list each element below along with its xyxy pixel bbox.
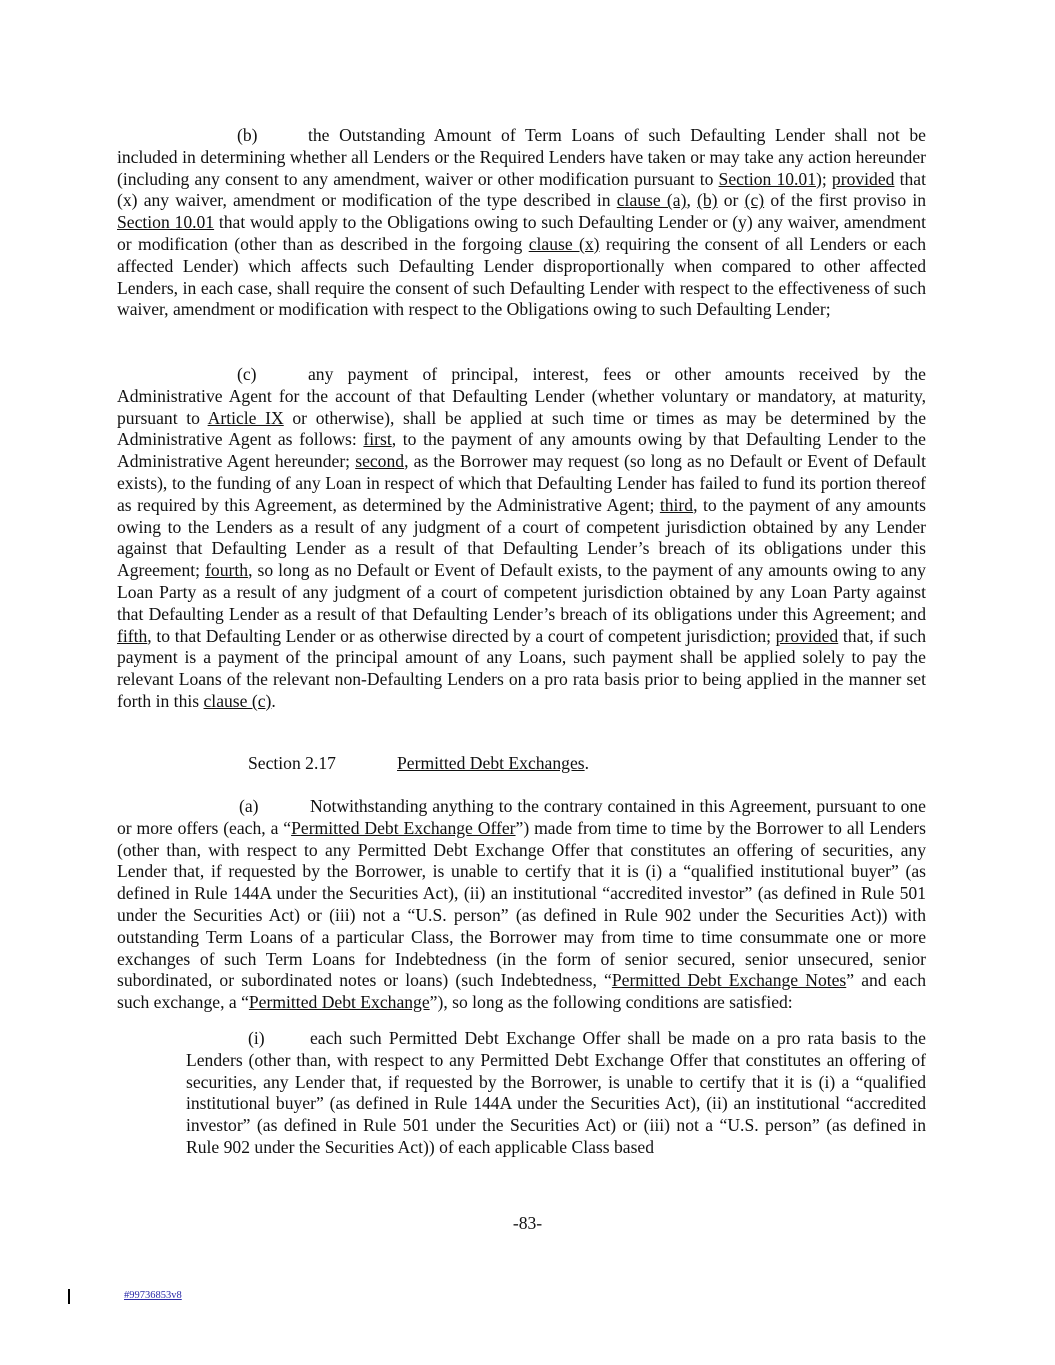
term-fourth: fourth	[205, 560, 249, 581]
term-permitted-debt-exchange: Permitted Debt Exchange	[248, 992, 430, 1013]
paragraph-c: (c) any payment of principal, interest, fees or other amounts received by the Administrative Agent for the account of that Defaulting Lender (whether voluntary or mandatory, at maturity, pursuant to Article IX or otherwise), shall be applied at such time or times as may be determined by the Administrative Agent as follows: first, to the payment of any amounts owing by that Defaulting Lender to the Administrative Agent hereunder; second, as the Borrower may request (so long as no Default or Event of Default exists), to the funding of any Loan in respect of which that Defaulting Lender has failed to fund its portion thereof as required by this Agreement, as determined by the Administrative Agent; third, to the payment of any amounts owing to the Lenders as a result of any judgment of a court of competent jurisdiction obtained by any Lender against that Defaulting Lender as a result of that Defaulting Lender’s breach of its obligations under this Agreement; fourth, so long as no Default or Event of Default exists, to the payment of any amounts owing to any Loan Party as a result of any judgment of a court of competent jurisdiction obtained by any Loan Party against that Defaulting Lender as a result of that Defaulting Lender’s breach of its obligations under this Agreement; and fifth, to that Defaulting Lender or as otherwise directed by a court of competent jurisdiction; provided that, if such payment is a payment of the principal amount of any Loans, such payment shall be applied solely to pay the relevant Loans of the relevant non-Defaulting Lenders on a pro rata basis prior to being applied in the manner set forth in this clause (c).	[117, 364, 927, 711]
link-clause-x: clause (x)	[528, 233, 600, 254]
term-permitted-debt-exchange-offer: Permitted Debt Exchange Offer	[291, 817, 516, 838]
page-number: -83-	[512, 1213, 543, 1233]
paragraph-i: (i) each such Permitted Debt Exchange Offer shall be made on a pro rata basis to the Lenders (other than, with respect to any Permitted Debt Exchange Offer that constitutes an offering of securities, any Lender that, if requested by the Borrower, is unable to certify that it is (i) a “qualified institutional buyer” (as defined in Rule 144A under the Securities Act), (ii) an institutional “accredited investor” (as defined in Rule 501 under the Securities Act) or (iii) not a “U.S. person” (as defined in Rule 902 under the Securities Act)) of each applicable Class based	[186, 1028, 926, 1157]
term-provided: provided	[831, 168, 895, 189]
document-id: #99736853v8	[124, 1290, 182, 1301]
link-article-ix: Article IX	[207, 407, 284, 428]
change-bar	[68, 1289, 70, 1304]
term-third: third	[659, 494, 694, 515]
paragraph-a: (a) Notwithstanding anything to the contrary contained in this Agreement, pursuant to one or more offers (each, a “Permitted Debt Exchange Offer”) made from time to time by the Borrower to all Lenders (other than, with respect to any Permitted Debt Exchange Offer that constitutes an offering of securities, any Lender that, if requested by the Borrower, is unable to certify that it is (i) a “qualified institutional buyer” (as defined in Rule 144A under the Securities Act), (ii) an institutional “accredited investor” (as defined in Rule 501 under the Securities Act) or (iii) not a “U.S. person” (as defined in Rule 902 under the Securities Act)) with outstanding Term Loans of a particular Class, the Borrower may from time to time consummate one or more exchanges of such Term Loans for Indebtedness (in the form of senior secured, senior unsecured, senior subordinated, or subordinated notes or loans) (such Indebtedness, “Permitted Debt Exchange Notes” and each such exchange, a “Permitted Debt Exchange”), so long as the following conditions are satisfied:	[117, 796, 927, 1013]
section-title: Permitted Debt Exchanges	[397, 753, 585, 773]
link-clause-a: clause (a)	[616, 190, 687, 211]
term-permitted-debt-exchange-notes: Permitted Debt Exchange Notes	[611, 970, 847, 991]
link-section-10-01: Section 10.01	[718, 168, 817, 189]
section-number: Section 2.17	[248, 753, 336, 773]
link-clause-b: (b)	[697, 190, 718, 211]
link-section-10-01-proviso: Section 10.01	[117, 212, 215, 233]
link-clause-c: (c)	[744, 190, 765, 211]
term-first: first	[363, 429, 392, 450]
term-provided-c: provided	[775, 625, 839, 646]
section-title-wrap: Permitted Debt Exchanges.	[397, 753, 590, 773]
paragraph-i-label: (i)	[248, 1028, 265, 1048]
paragraph-b-label: (b)	[237, 125, 258, 145]
link-clause-c-self: clause (c)	[203, 690, 272, 711]
term-fifth: fifth	[117, 625, 148, 646]
paragraph-c-label: (c)	[237, 364, 257, 384]
term-second: second	[355, 451, 405, 472]
paragraph-a-label: (a)	[239, 796, 259, 816]
paragraph-b: (b) the Outstanding Amount of Term Loans of such Defaulting Lender shall not be included in determining whether all Lenders or the Required Lenders have taken or may take any action hereunder (including any consent to any amendment, waiver or other modification pursuant to Section 10.01); provided that (x) any waiver, amendment or modification of the type described in clause (a), (b) or (c) of the first proviso in Section 10.01 that would apply to the Obligations owing to such Defaulting Lender or (y) any waiver, amendment or modification (other than as described in the forgoing clause (x) requiring the consent of all Lenders or each affected Lender) which affects such Defaulting Lender disproportionally when compared to other affected Lenders, in each case, shall require the consent of such Defaulting Lender with respect to the effectiveness of such waiver, amendment or modification with respect to the Obligations owing to such Defaulting Lender;	[117, 125, 927, 320]
